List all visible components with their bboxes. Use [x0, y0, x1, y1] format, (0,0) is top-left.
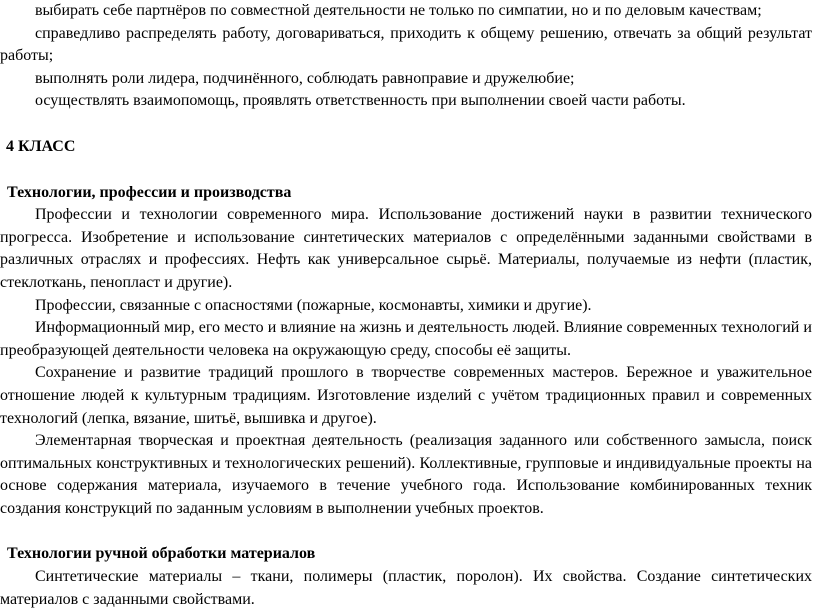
intro-item: осуществлять взаимопомощь, проявлять ответственность при выполнении своей части работы.	[35, 92, 686, 110]
section-heading-technologies-professions: Технологии, профессии и производства	[7, 183, 292, 201]
intro-item: выполнять роли лидера, подчинённого, соблюдать равноправие и дружелюбие;	[35, 69, 575, 87]
intro-item: выбирать себе партнёров по совместной деятельности не только по симпатии, но и по деловым качествам;	[35, 2, 762, 19]
intro-item: справедливо распределять работу, договариваться, приходить к общему решению, отвечать за общий результат работы;	[0, 24, 812, 65]
paragraph: Сохранение и развитие традиций прошлого в творчестве современных мастеров. Бережное и уважительное отношение людей к культурным традициям. Изготовление изделий с учётом традиционных правил и современных технологий (лепка, вязание, шитьё, вышивка и другое).	[0, 364, 812, 427]
paragraph: Синтетические материалы – ткани, полимеры (пластик, поролон). Их свойства. Создание синтетических материалов с заданными свойствами.	[0, 568, 812, 608]
section-heading-manual-processing: Технологии ручной обработки материалов	[7, 545, 316, 563]
paragraph: Профессии, связанные с опасностями (пожарные, космонавты, химики и другие).	[35, 296, 592, 314]
paragraph: Профессии и технологии современного мира. Использование достижений науки в развитии технического прогресса. Изобретение и использование синтетических материалов с определёнными заданными свойствами в различных отраслях и профессиях. Нефть как универсальное сырьё. Материалы, получаемые из нефти (пластик, стеклоткань, пенопласт и другие).	[0, 206, 812, 291]
grade-heading: 4 КЛАСС	[6, 137, 76, 155]
paragraph: Элементарная творческая и проектная деятельность (реализация заданного или собственного замысла, поиск оптимальных конструктивных и технологических решений). Коллективные, групповые и индивидуальные проекты на основе содержания материала, изучаемого в течение учебного года. Использование комбинированных техник создания конструкций по заданным условиям в выполнении учебных проектов.	[0, 432, 812, 517]
intro-list	[0, 0, 814, 113]
paragraph: Информационный мир, его место и влияние на жизнь и деятельность людей. Влияние современных технологий и преобразующей деятельности человека на окружающую среду, способы её защиты.	[0, 319, 812, 359]
